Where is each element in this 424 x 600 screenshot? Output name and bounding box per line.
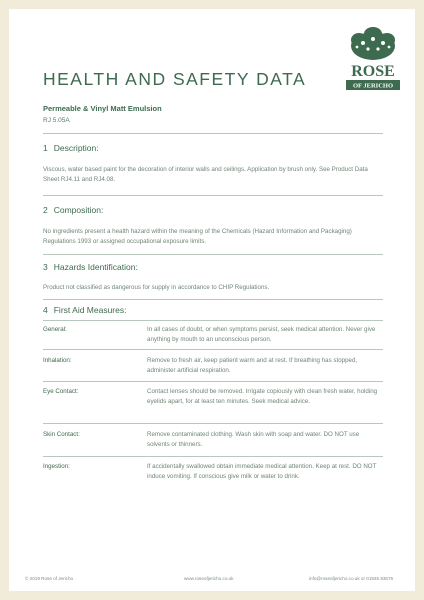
footer-copyright: © 2019 Rose of Jericho <box>25 576 74 581</box>
section-body-hazards: Product not classified as dangerous for supply in accordance to CHIP Regulations. <box>43 284 270 291</box>
section-body-composition: No ingredients present a health hazard within the meaning of the Chemicals (Hazard Information and Packaging) Regulations 1993 or assigned occupational exposure limits. <box>43 228 352 245</box>
section-title: Hazards Identification: <box>53 262 138 272</box>
first-aid-text-inhalation: Remove to fresh air, keep patient warm and at rest. If breathing has stopped, administer artificial respiration. <box>147 357 358 374</box>
section-title: Composition: <box>53 205 104 215</box>
section-heading-description <box>43 143 99 153</box>
section-body-description: Viscous, water based paint for the decoration of interior walls and ceilings. Application by brush only. See Product Data Sheet RJ4.11 and RJ4.08. <box>43 166 368 183</box>
section-heading-composition <box>43 205 103 215</box>
footer-website-link[interactable]: www.roseofjericho.co.uk <box>184 576 234 581</box>
first-aid-text-skin-contact: Remove contaminated clothing. Wash skin with soap and water. DO NOT use solvents or thinners. <box>147 431 360 448</box>
section-title: First Aid Measures: <box>53 305 127 315</box>
first-aid-label-ingestion: Ingestion: <box>43 463 70 470</box>
first-aid-text-ingestion: If accidentally swallowed obtain immediate medical attention. Keep at rest. DO NOT induce vomiting. If conscious give milk or water to drink. <box>147 463 377 480</box>
divider <box>43 456 383 457</box>
first-aid-text-general: In all cases of doubt, or when symptoms persist, seek medical attention. Never give anything by mouth to an unconscious person. <box>147 326 376 343</box>
product-code: RJ 5.05A <box>43 117 70 124</box>
first-aid-label-skin-contact: Skin Contact: <box>43 431 80 438</box>
product-name: Permeable & Vinyl Matt Emulsion <box>43 104 162 113</box>
page-title: HEALTH AND SAFETY DATA <box>43 69 307 89</box>
first-aid-label-general: General: <box>43 326 67 333</box>
section-number: 4 <box>43 305 48 315</box>
document-page <box>9 9 415 591</box>
first-aid-label-eye-contact: Eye Contact: <box>43 388 79 395</box>
divider <box>43 254 383 255</box>
section-title: Description: <box>53 143 99 153</box>
divider <box>43 381 383 382</box>
section-number: 2 <box>43 205 48 215</box>
first-aid-label-inhalation: Inhalation: <box>43 357 72 364</box>
footer-contact[interactable]: info@roseofjericho.co.uk or 01935 83676 <box>309 576 394 581</box>
logo-subtitle: OF JERICHO <box>352 82 394 90</box>
divider <box>43 423 383 424</box>
section-heading-first-aid <box>43 305 126 315</box>
divider <box>43 320 383 321</box>
section-number: 1 <box>43 143 48 153</box>
brand-logo <box>341 26 405 92</box>
divider <box>43 195 383 196</box>
divider <box>43 133 383 134</box>
logo-wordmark: ROSE <box>351 63 395 80</box>
divider <box>43 349 383 350</box>
rose-of-jericho-logo-icon <box>341 26 405 92</box>
section-number: 3 <box>43 262 48 272</box>
section-heading-hazards <box>43 262 138 272</box>
first-aid-text-eye-contact: Contact lenses should be removed. Irrigate copiously with clean fresh water, holding eyelids apart, for at least ten minutes. Seek medical advice. <box>147 388 378 405</box>
divider <box>43 299 383 300</box>
